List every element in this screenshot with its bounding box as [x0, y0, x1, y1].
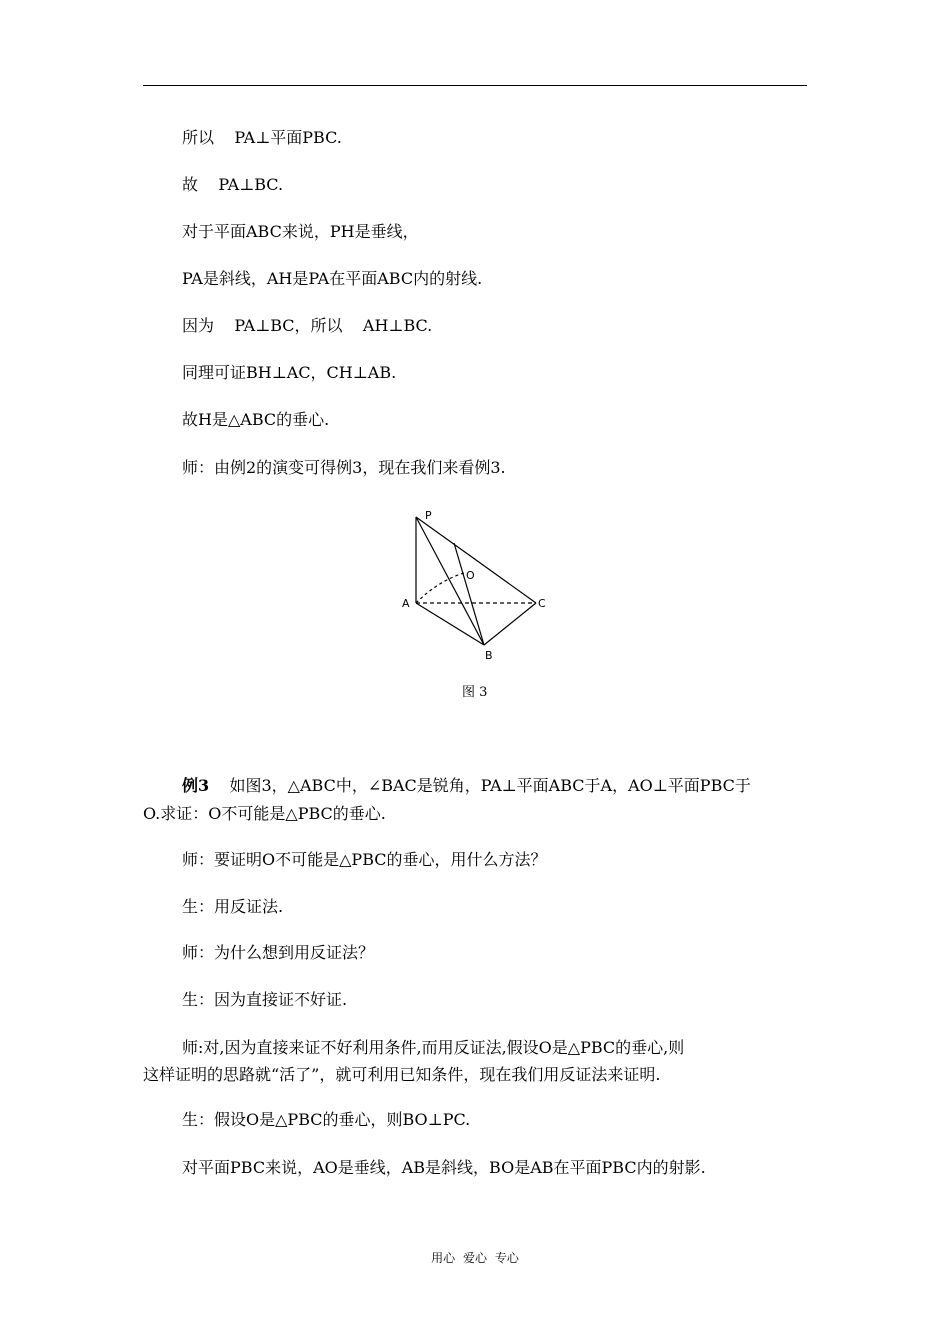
label-P: P: [425, 509, 432, 522]
figure-caption: 图 3: [462, 685, 488, 700]
text-line: 所以 PA⊥平面PBC.: [182, 128, 342, 147]
example-text: 如图3，△ABC中，∠BAC是锐角，PA⊥平面ABC于A，AO⊥平面PBC于: [209, 776, 751, 795]
dialog-line: 师:对,因为直接来证不好利用条件,而用反证法,假设O是△PBC的垂心,则: [182, 1038, 685, 1057]
footer-text: 爱心: [462, 1251, 487, 1265]
text-line: 对于平面ABC来说，PH是垂线，: [182, 222, 419, 241]
edge-PC: [416, 517, 536, 603]
text-line: 故H是△ABC的垂心.: [182, 410, 330, 429]
dialog-line: 生：因为直接证不好证.: [182, 990, 348, 1009]
label-B: B: [485, 649, 493, 662]
page-footer: [0, 1250, 950, 1266]
example-line-2: O.求证：O不可能是△PBC的垂心.: [143, 804, 386, 823]
figure-3: [390, 505, 560, 665]
example-line-1: [182, 776, 751, 796]
dialog-line: 对平面PBC来说，AO是垂线，AB是斜线，BO是AB在平面PBC内的射影.: [182, 1158, 706, 1177]
label-A: A: [402, 597, 410, 610]
edge-AO-hidden: [416, 573, 464, 603]
text-line: 同理可证BH⊥AC，CH⊥AB.: [182, 363, 397, 382]
dialog-line: 这样证明的思路就“活了”，就可利用已知条件，现在我们用反证法来证明.: [143, 1065, 661, 1084]
dialog-line: 师：要证明O不可能是△PBC的垂心，用什么方法？: [182, 850, 547, 869]
geometry-diagram: [390, 505, 560, 665]
footer-text: 用心: [431, 1251, 456, 1265]
dialog-line: 师：为什么想到用反证法？: [182, 943, 375, 962]
text-line: 故 PA⊥BC.: [182, 175, 284, 194]
edge-BC: [484, 603, 536, 645]
dialog-line: 生：用反证法.: [182, 897, 284, 916]
example-label: 例3: [182, 776, 210, 795]
text-line: 因为 PA⊥BC，所以 AH⊥BC.: [182, 316, 433, 335]
label-O: O: [466, 569, 475, 582]
text-line: 师：由例2的演变可得例3，现在我们来看例3.: [182, 458, 506, 477]
label-C: C: [538, 597, 546, 610]
text-line: PA是斜线，AH是PA在平面ABC内的射线.: [182, 269, 483, 288]
dialog-line: 生：假设O是△PBC的垂心，则BO⊥PC.: [182, 1110, 471, 1129]
header-rule: [143, 85, 807, 86]
footer-text: 专心: [494, 1251, 519, 1265]
